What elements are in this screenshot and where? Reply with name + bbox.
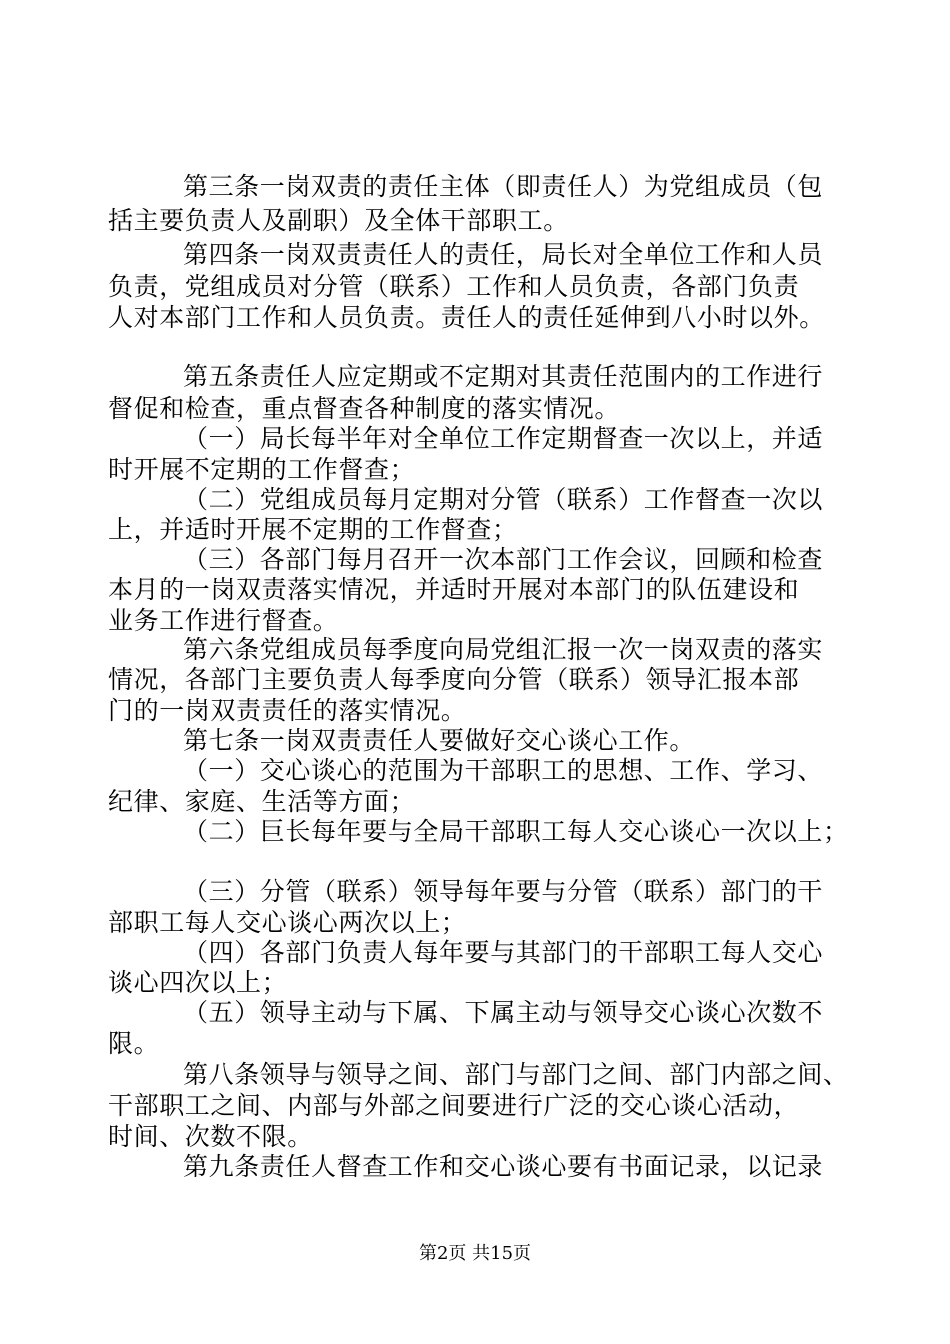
text-line: 第八条领导与领导之间、部门与部门之间、部门内部之间、 [183,1060,849,1089]
text-line: （三）分管（联系）领导每年要与分管（联系）部门的干 [183,877,824,906]
text-line: 时开展不定期的工作督查； [108,455,416,484]
text-line: 第九条责任人督查工作和交心谈心要有书面记录，以记录 [183,1152,824,1181]
text-line: 情况，各部门主要负责人每季度向分管（联系）领导汇报本部 [108,665,800,694]
text-line: （一）局长每半年对全单位工作定期督查一次以上，并适 [183,424,824,453]
text-line: （一）交心谈心的范围为干部职工的思想、工作、学习、 [183,756,824,785]
text-line: 纪律、家庭、生活等方面； [108,787,416,816]
text-line: 本月的一岗双责落实情况，并适时开展对本部门的队伍建设和 [108,575,800,604]
text-line: 第六条党组成员每季度向局党组汇报一次一岗双责的落实 [183,635,824,664]
text-line: （四）各部门负责人每年要与其部门的干部职工每人交心 [183,938,824,967]
text-line: 时间、次数不限。 [108,1122,313,1151]
text-line: 第四条一岗双责责任人的责任，局长对全单位工作和人员 [183,240,824,269]
text-line: 人对本部门工作和人员负责。责任人的责任延伸到八小时以外。 [108,303,825,332]
text-line: （二）党组成员每月定期对分管（联系）工作督查一次以 [183,485,824,514]
text-line: （三）各部门每月召开一次本部门工作会议，回顾和检查 [183,545,824,574]
text-line: 第三条一岗双责的责任主体（即责任人）为党组成员（包 [183,172,824,201]
text-line: 门的一岗双责责任的落实情况。 [108,696,467,725]
text-line: 负责，党组成员对分管（联系）工作和人员负责，各部门负责 [108,272,800,301]
text-line: 干部职工之间、内部与外部之间要进行广泛的交心谈心活动， [108,1091,800,1120]
text-line: 第七条一岗双责责任人要做好交心谈心工作。 [183,726,696,755]
text-line: 第五条责任人应定期或不定期对其责任范围内的工作进行 [183,362,824,391]
text-line: 上，并适时开展不定期的工作督查； [108,515,518,544]
text-line: 业务工作进行督查。 [108,606,339,635]
text-line: （二）巨长每年要与全局干部职工每人交心谈心一次以上； [183,817,849,846]
text-line: 括主要负责人及副职）及全体干部职工。 [108,206,569,235]
page-number-footer: 第2页 共15页 [418,1243,532,1264]
text-line: 谈心四次以上； [108,968,288,997]
text-line: 部职工每人交心谈心两次以上； [108,908,467,937]
text-line: 督促和检查，重点督查各种制度的落实情况。 [108,394,621,423]
text-line: 限。 [108,1029,160,1058]
text-line: （五）领导主动与下属、下属主动与领导交心谈心次数不 [183,998,824,1027]
